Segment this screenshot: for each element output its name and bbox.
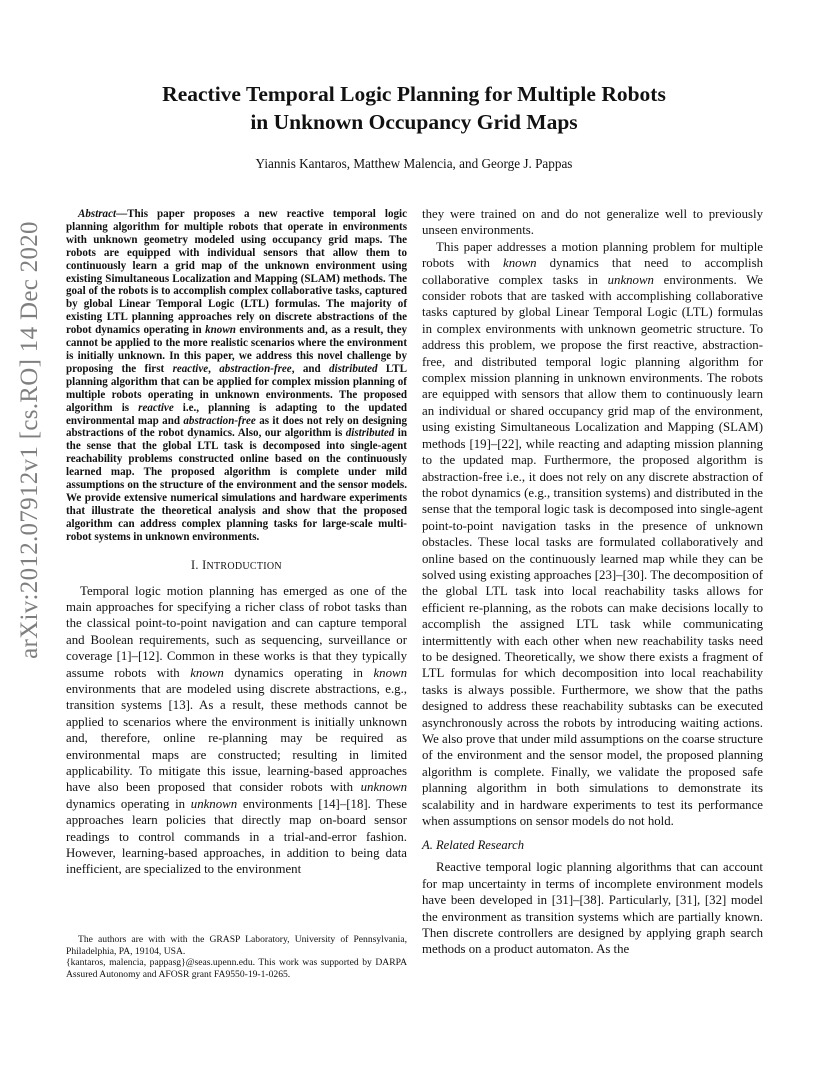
abstract-text: environments and, as a result, they cannot be applied to the more realistic scenarios where the environment is initially unknown. In this paper, we address this novel challenge by proposing the first (66, 324, 407, 375)
abstract-text: in the sense that the global LTL task is decomposed into single-agent reachability problems constructed online based on the continuously learned map. The proposed algorithm is complete under mild assumptions on the structure of the environment and the sensor models. We provide extensive numerical simulations and hardware experiments that illustrate the theoretical analysis and show that the proposed algorithm can address complex planning tasks for large-scale multi-robot systems in unknown environments. (66, 427, 407, 543)
emphasis: unknown (607, 272, 654, 287)
paper-title (66, 80, 762, 136)
abstract-text: as it does not rely on designing abstractions of the robot dynamics. Also, our algorithm is (66, 414, 408, 440)
paragraph-text: environments that are modeled using discrete abstractions, e.g., transition systems [13]. As a result, these methods cannot be applied to scenarios where the environment is initially unknown and, therefore, online re-planning may be required as environmental maps are constructed; resulting in limited applicability. To mitigate this issue, learning-based approaches have also been proposed that consider robots with (66, 682, 407, 795)
abstract-text: i.e., planning is adapting to the updated environmental map and (66, 401, 407, 427)
paragraph-text: Temporal logic motion planning has emerged as one of the main approaches for specifying a richer class of robot tasks than the classical point-to-point navigation and can capture temporal and Boolean requirements, such as sequencing, surveillance or coverage [1]–[12]. Common in these works is that they typically assume robots with (66, 583, 407, 680)
footnote-emails-funding: {kantaros, malencia, pappasg}@seas.upenn.edu. This work was supported by DARPA Assured Autonomy and AFOSR grant FA9550-19-1-0265. (66, 957, 407, 980)
emphasis: known (503, 256, 537, 271)
emphasis: known (373, 665, 408, 680)
intro-paragraph-2 (422, 239, 763, 830)
right-column (422, 206, 763, 958)
abstract-text: LTL planning algorithm that can be applied for complex mission planning of multiple robots operating in unknown environments. The proposed algorithm is (66, 362, 407, 414)
footnote-affiliation: The authors are with with the GRASP Laboratory, University of Pennsylvania, Philadelphia, PA, 19104, USA. (66, 934, 407, 957)
abstract-emphasis: abstraction-free (219, 362, 292, 375)
paragraph-text: environments. We consider robots that are tasked with accomplishing collaborative tasks captured by global Linear Temporal Logic (LTL) formulas in complex environments with unknown geometric structure. To address this problem, we propose the first reactive, abstraction-free, and distributed temporal logic planning algorithm for complex mission planning in unknown environments. The robots are equipped with sensors that allow them to continuously learn an individual or shared occupancy grid map of the environment, using existing Simultaneous Localization and Mapping (SLAM) methods [19]–[22], while reacting and adapting mission planning to the updated map. Furthermore, the proposed algorithm is abstraction-free i.e., it does not rely on any discrete abstraction of the robot dynamics (e.g., transition systems) and distributed in the sense that the temporal logic task is decomposed into single-agent point-to-point navigation tasks in the presence of unknown obstacles. These local tasks are formulated collaboratively and online based on the continuously learned map while they can be solved using existing approaches [23]–[30]. The decomposition of the global LTL task into local reachability tasks allows for efficient re-planning, as the robots can make decisions locally to accomplish the assigned LTL task while communicating intermittently with each other when new reachability tasks need to be designed. Theoretically, we show there exists a fragment of LTL formulas for which decomposition into local reachability tasks is always possible. Furthermore, we show that the paths designed to address these reachability subtasks can be executed asynchronously across the robots by introducing waiting actions. We also prove that under mild assumptions on the coarse structure of the environment and the sensor model, the proposed planning algorithm is complete. Finally, we validate the proposed safe planning algorithm in both simulations to demonstrate its scalability and in hardware experiments to test its performance when assumptions on sensor models do not hold. (422, 272, 763, 829)
abstract-emphasis: known (205, 324, 236, 337)
intro-paragraph-1 (66, 583, 407, 878)
abstract-label: Abstract (78, 208, 117, 220)
paragraph-text: dynamics operating in (223, 665, 374, 680)
subsection-heading-related-research: A. Related Research (422, 838, 524, 853)
abstract-emphasis: distributed (345, 427, 395, 440)
paragraph-text: dynamics that need to accomplish collaborative complex tasks in (422, 256, 763, 287)
abstract-emphasis: abstraction-free (183, 414, 256, 427)
abstract-text: , (208, 362, 220, 375)
section-title-smallcaps: NTRODUCTION (206, 560, 282, 572)
continued-paragraph: they were trained on and do not generalize well to previously unseen environments. (422, 207, 763, 238)
abstract-emphasis: reactive (138, 401, 174, 414)
paragraph-text: This paper addresses a motion planning problem for multiple robots with (422, 239, 763, 271)
abstract-emphasis: reactive (172, 362, 209, 375)
abstract-emphasis: distributed (329, 362, 378, 375)
abstract-text: , and (291, 362, 330, 375)
arxiv-sidebar (8, 180, 52, 700)
paragraph-text: dynamics operating in (66, 796, 191, 811)
emphasis: unknown (190, 796, 238, 811)
arxiv-identifier: arXiv:2012.07912v1 [cs.RO] 14 Dec 2020 (16, 221, 43, 659)
section-number: I. I (191, 557, 207, 572)
title-line-1: Reactive Temporal Logic Planning for Multiple Robots (162, 82, 666, 106)
emphasis: known (190, 665, 224, 680)
abstract (66, 208, 407, 544)
emphasis: unknown (360, 780, 407, 795)
author-list: Yiannis Kantaros, Matthew Malencia, and George J. Pappas (255, 156, 573, 171)
section-heading-introduction (66, 558, 407, 573)
related-research-paragraph: Reactive temporal logic planning algorithms that can account for map uncertainty in terms of incomplete environment models have been developed in [31]–[38]. Particularly, [31], [32] model the environment as transition systems which are partially known. Then discrete controllers are designed by applying graph search methods on a product automaton. As the (422, 860, 763, 957)
abstract-text: —This paper proposes a new reactive temporal logic planning algorithm for multiple robots that operate in environments with unknown geometry modeled using occupancy grid maps. The robots are equipped with individual sensors that allow them to continuously learn a grid map of the unknown environment using existing Simultaneous Localization and Mapping (SLAM) methods. The goal of the robots is to accomplish complex collaborative tasks, captured by global Linear Temporal Logic (LTL) formulas. The majority of existing LTL planning approaches rely on discrete abstractions of the robot dynamics operating in (66, 208, 407, 337)
left-column (66, 208, 407, 878)
paragraph-text: environments [14]–[18]. These approaches learn policies that directly map on-board sensor readings to control commands in a trial-and-error fashion. However, learning-based approaches, in addition to being data inefficient, are specialized to the environment (66, 796, 407, 877)
title-line-2: in Unknown Occupancy Grid Maps (250, 110, 578, 134)
footnote (66, 934, 407, 980)
